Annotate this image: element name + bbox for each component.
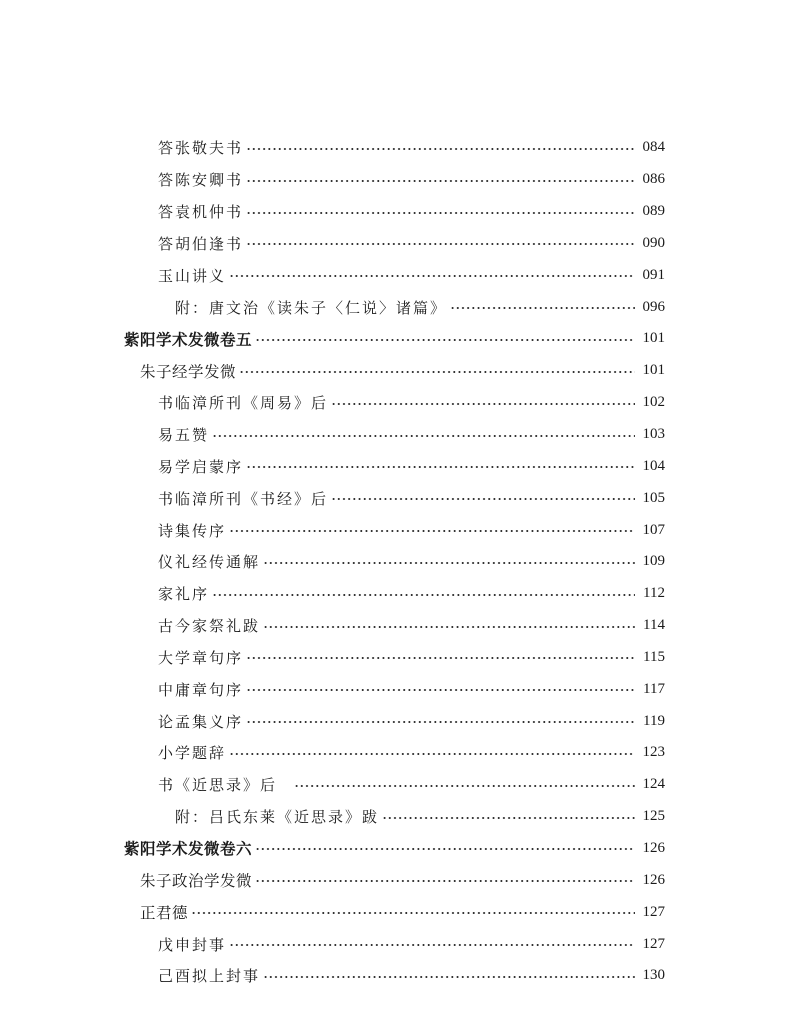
toc-entry: [0, 291, 789, 323]
toc-entry-page-number: 112: [643, 585, 665, 602]
toc-entry-page-number: 127: [642, 935, 665, 952]
toc-entry-page-number: 109: [642, 553, 665, 570]
toc-entry-page-number: 104: [642, 457, 665, 474]
leader-dots: [331, 498, 635, 500]
leader-dots: [212, 435, 635, 437]
toc-entry-page-number: 105: [642, 489, 665, 506]
toc-entry: [0, 769, 789, 801]
toc-entry: [0, 419, 789, 451]
leader-dots: [246, 689, 635, 691]
toc-entry: [0, 514, 789, 546]
toc-entry-title: 易学启蒙序: [158, 457, 244, 476]
toc-entry: [0, 610, 789, 642]
leader-dots: [263, 976, 635, 978]
toc-entry-title: 诗集传序: [158, 521, 227, 540]
leader-dots: [255, 339, 635, 341]
leader-dots: [246, 212, 635, 214]
toc-entry: [0, 228, 789, 260]
leader-dots: [229, 530, 635, 532]
toc-entry-title: 书临漳所刊《周易》后: [158, 394, 329, 413]
toc-entry-title: 附：吕氏东莱《近思录》跋: [175, 808, 380, 827]
leader-dots: [229, 753, 635, 755]
toc-entry: [0, 546, 789, 578]
toc-entry: [0, 450, 789, 482]
toc-entry: [0, 864, 789, 896]
toc-entry: [0, 387, 789, 419]
toc-entry: [0, 960, 789, 992]
toc-entry-page-number: 117: [643, 680, 665, 697]
toc-entry-title: 附：唐文治《读朱子〈仁说〉诸篇》: [175, 298, 448, 317]
toc-entry-title: 朱子经学发微: [140, 362, 237, 381]
toc-entry: [0, 642, 789, 674]
leader-dots: [331, 403, 635, 405]
toc-entry-page-number: 119: [643, 712, 665, 729]
leader-dots: [263, 626, 635, 628]
toc-entry-page-number: 114: [643, 617, 665, 634]
leader-dots: [294, 785, 635, 787]
leader-dots: [450, 307, 635, 309]
leader-dots: [382, 817, 635, 819]
toc-entry: [0, 737, 789, 769]
toc-entry-page-number: 115: [643, 648, 665, 665]
toc-entry: [0, 259, 789, 291]
toc-entry-title: 大学章句序: [158, 648, 244, 667]
toc-entry-title: 答张敬夫书: [158, 139, 244, 158]
toc-entry-title: 中庸章句序: [158, 680, 244, 699]
toc-entry: [0, 705, 789, 737]
toc-entry-title: 戊申封事: [158, 935, 227, 954]
leader-dots: [246, 657, 635, 659]
toc-entry-title: 答陈安卿书: [158, 171, 244, 190]
table-of-contents: [0, 132, 789, 992]
leader-dots: [212, 594, 635, 596]
leader-dots: [263, 562, 635, 564]
toc-entry-title: 紫阳学术发微卷六: [124, 839, 253, 859]
toc-entry-page-number: 091: [642, 266, 665, 283]
toc-entry-page-number: 124: [642, 776, 665, 793]
toc-entry-title: 易五赞: [158, 426, 210, 445]
toc-entry: [0, 928, 789, 960]
toc-entry-page-number: 090: [642, 234, 665, 251]
toc-entry-title: 己酉拟上封事: [158, 967, 261, 986]
leader-dots: [246, 243, 635, 245]
leader-dots: [246, 180, 635, 182]
toc-entry-title: 朱子政治学发微: [140, 872, 253, 891]
leader-dots: [229, 944, 635, 946]
toc-entry-page-number: 126: [642, 871, 665, 888]
leader-dots: [239, 371, 635, 373]
toc-entry: [0, 578, 789, 610]
toc-entry-title: 古今家祭礼跋: [158, 617, 261, 636]
toc-entry-page-number: 102: [642, 394, 665, 411]
toc-entry-title: 仪礼经传通解: [158, 553, 261, 572]
toc-entry: [0, 323, 789, 355]
toc-entry: [0, 355, 789, 387]
toc-entry-page-number: 089: [642, 203, 665, 220]
toc-entry-page-number: 130: [642, 967, 665, 984]
toc-entry: [0, 196, 789, 228]
toc-entry-title: 书《近思录》后: [158, 776, 291, 795]
toc-entry-title: 小学题辞: [158, 744, 227, 763]
toc-entry: [0, 132, 789, 164]
toc-entry-title: 玉山讲义: [158, 266, 227, 285]
toc-entry-page-number: 127: [642, 903, 665, 920]
toc-entry-title: 答袁机仲书: [158, 203, 244, 222]
toc-entry: [0, 482, 789, 514]
toc-entry: [0, 896, 789, 928]
toc-entry-page-number: 123: [642, 744, 665, 761]
toc-entry: [0, 673, 789, 705]
leader-dots: [255, 880, 635, 882]
leader-dots: [246, 466, 635, 468]
toc-entry-title: 答胡伯逢书: [158, 234, 244, 253]
toc-entry-page-number: 126: [642, 839, 665, 856]
toc-entry-page-number: 101: [642, 330, 665, 347]
toc-entry-page-number: 084: [642, 139, 665, 156]
leader-dots: [191, 912, 635, 914]
toc-entry-title: 书临漳所刊《书经》后: [158, 489, 329, 508]
toc-entry-page-number: 101: [642, 362, 665, 379]
toc-entry: [0, 164, 789, 196]
toc-entry-page-number: 107: [642, 521, 665, 538]
leader-dots: [229, 275, 635, 277]
toc-entry-title: 家礼序: [158, 585, 210, 604]
toc-entry-title: 紫阳学术发微卷五: [124, 329, 253, 349]
toc-entry-title: 论孟集义序: [158, 712, 244, 731]
toc-entry-page-number: 096: [642, 298, 665, 315]
toc-entry-page-number: 086: [642, 171, 665, 188]
toc-entry-title: 正君德: [140, 904, 189, 923]
leader-dots: [255, 848, 635, 850]
toc-entry-page-number: 103: [642, 426, 665, 443]
leader-dots: [246, 721, 635, 723]
toc-entry-page-number: 125: [642, 808, 665, 825]
leader-dots: [246, 148, 635, 150]
toc-entry: [0, 833, 789, 865]
toc-entry: [0, 801, 789, 833]
